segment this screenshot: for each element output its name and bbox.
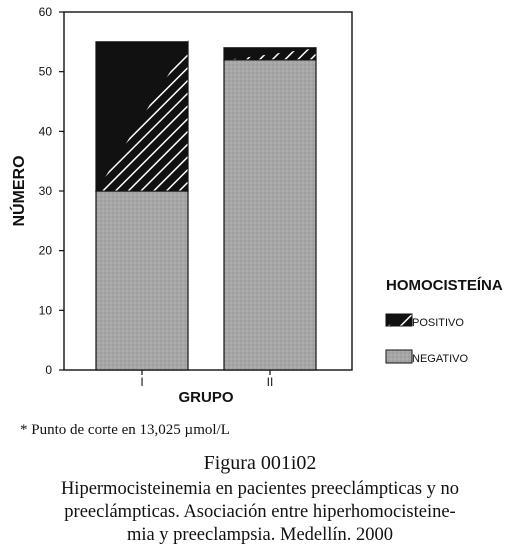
x-axis-title: GRUPO: [178, 389, 234, 406]
y-tick-label: 10: [38, 303, 52, 318]
figure-description: [0, 478, 520, 547]
caption-line: Hipermocisteinemia en pacientes preeclámpticas y no: [60, 479, 460, 499]
y-tick-label: 60: [38, 5, 52, 19]
y-axis-title: NÚMERO: [11, 155, 28, 227]
y-tick-label: 0: [45, 363, 52, 377]
legend: [386, 277, 503, 365]
bars: [96, 42, 316, 370]
legend-swatch-negativo: [386, 350, 412, 363]
legend-label-positivo: POSITIVO: [412, 317, 464, 329]
legend-title: HOMOCISTEÍNA: [386, 277, 503, 294]
caption-line: mia y preeclampsia. Medellín. 2000: [126, 525, 394, 545]
y-tick-label: 50: [38, 64, 52, 79]
bar-negativo: [96, 191, 188, 370]
y-tick-label: 40: [38, 124, 52, 139]
legend-label-negativo: NEGATIVO: [412, 353, 469, 365]
caption-line: preeclámpticas. Asociación entre hiperhomocisteine-: [64, 502, 456, 522]
x-axis: [140, 370, 273, 389]
x-tick-label: II: [266, 375, 274, 389]
footnote: * Punto de corte en 13,025 µmol/L: [20, 422, 230, 438]
y-tick-label: 20: [38, 243, 52, 258]
figure-number: Figura 001i02: [203, 452, 317, 474]
y-axis: [39, 5, 64, 377]
y-tick-label: 30: [38, 184, 52, 198]
x-tick-label: I: [140, 375, 144, 389]
bar-negativo: [224, 60, 316, 370]
